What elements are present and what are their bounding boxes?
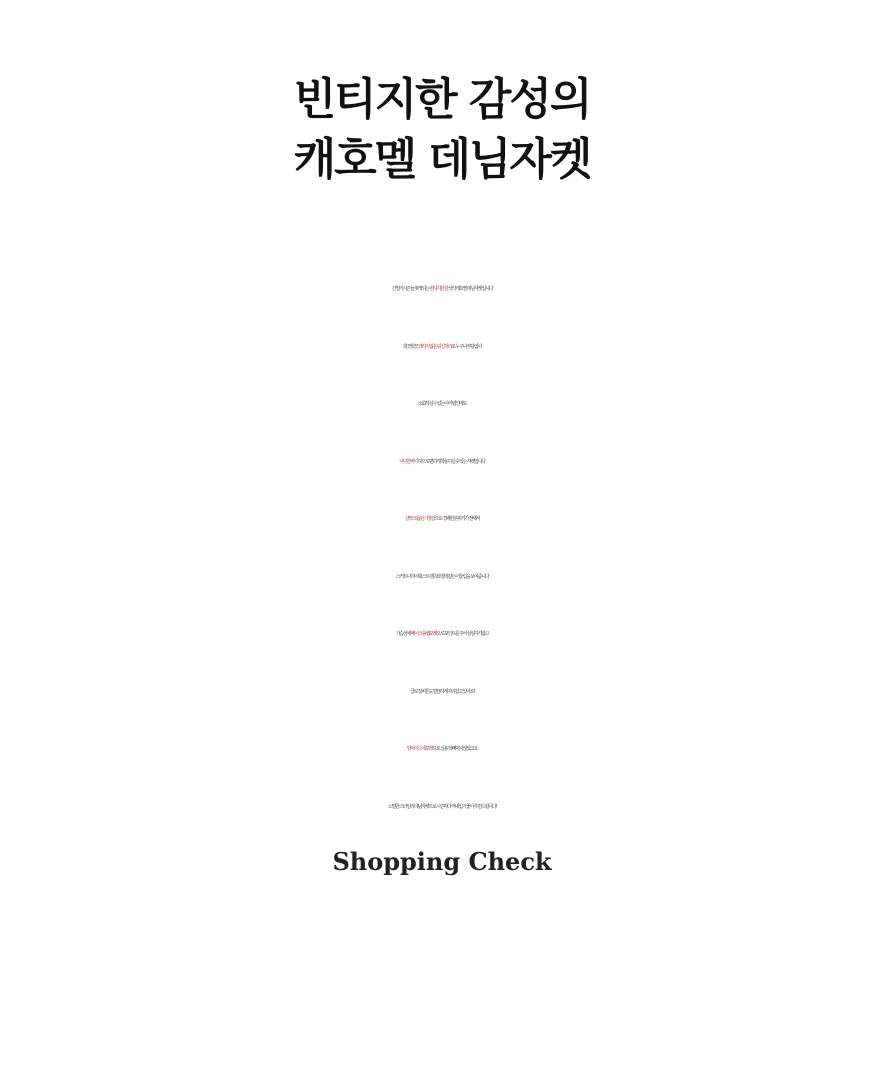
product-title-line-2: 캐호멜 데님자켓 [293,134,591,185]
description-line [0,263,884,316]
product-title [0,70,884,190]
description-segment: 으로 경쾌한 분위기가 전해져 [434,516,480,522]
product-title-line-1: 빈티지한 감성의 [293,74,591,125]
description-line [0,666,884,719]
description-segment: 간절기시즌 늘 찾게되는 [391,286,430,292]
description-line [0,723,884,776]
description-segment: 스커트나 하이웨스트 팬츠와 찰떡같은 어울림을 보여줍니다 [395,573,489,580]
shopping-check-title: Shopping Check [332,847,552,876]
description-line [0,608,884,661]
description-highlight: 페이크 플랩포켓 [410,631,437,637]
description-line [0,781,884,834]
description-segment: 소화하실 수 있는 아이템인데요 [417,401,467,407]
description-segment: 클로징 버튼도 깔끔하게 자리잡고 있어요! [409,688,475,695]
description-line [0,493,884,546]
description-segment: 가슴선에 [395,631,411,637]
shopping-check-line [0,890,884,923]
description-highlight: 넉넉한 바디핏 [399,458,422,465]
description-highlight: 과하지 않은 워싱처리 [417,343,452,350]
description-line [0,551,884,604]
shopping-check-notice [0,890,884,989]
description-segment: 의 캐호멜 데님자켓 입니다 [451,286,493,292]
description-segment: 으로 실용적 빼먹지 않았고요 [432,746,478,752]
description-line [0,378,884,431]
description-segment: 노멀한 스타일의 데님자켓으로 시즌마다 꺼내입기 좋아 추천드립니다! [387,803,497,810]
description-segment: 로 누구나 부담없이 [451,343,482,350]
description-highlight: 양사이드에 포켓 [406,746,433,752]
description-segment: 으로 포인트를 주어 심심하지않고 [436,631,489,637]
description-line [0,436,884,489]
shopping-check-line [0,923,884,956]
description-segment: 희끗희끗 [402,343,418,350]
description-line [0,321,884,374]
description-highlight: 살짝 크롭된 기장감 [404,516,435,522]
shopping-check-line [0,956,884,989]
product-description [0,258,884,838]
description-highlight: 빈티지한 감성 [429,286,452,292]
description-segment: 으로 편하게 착용하실 수 있는 자켓입니다 [421,458,485,465]
